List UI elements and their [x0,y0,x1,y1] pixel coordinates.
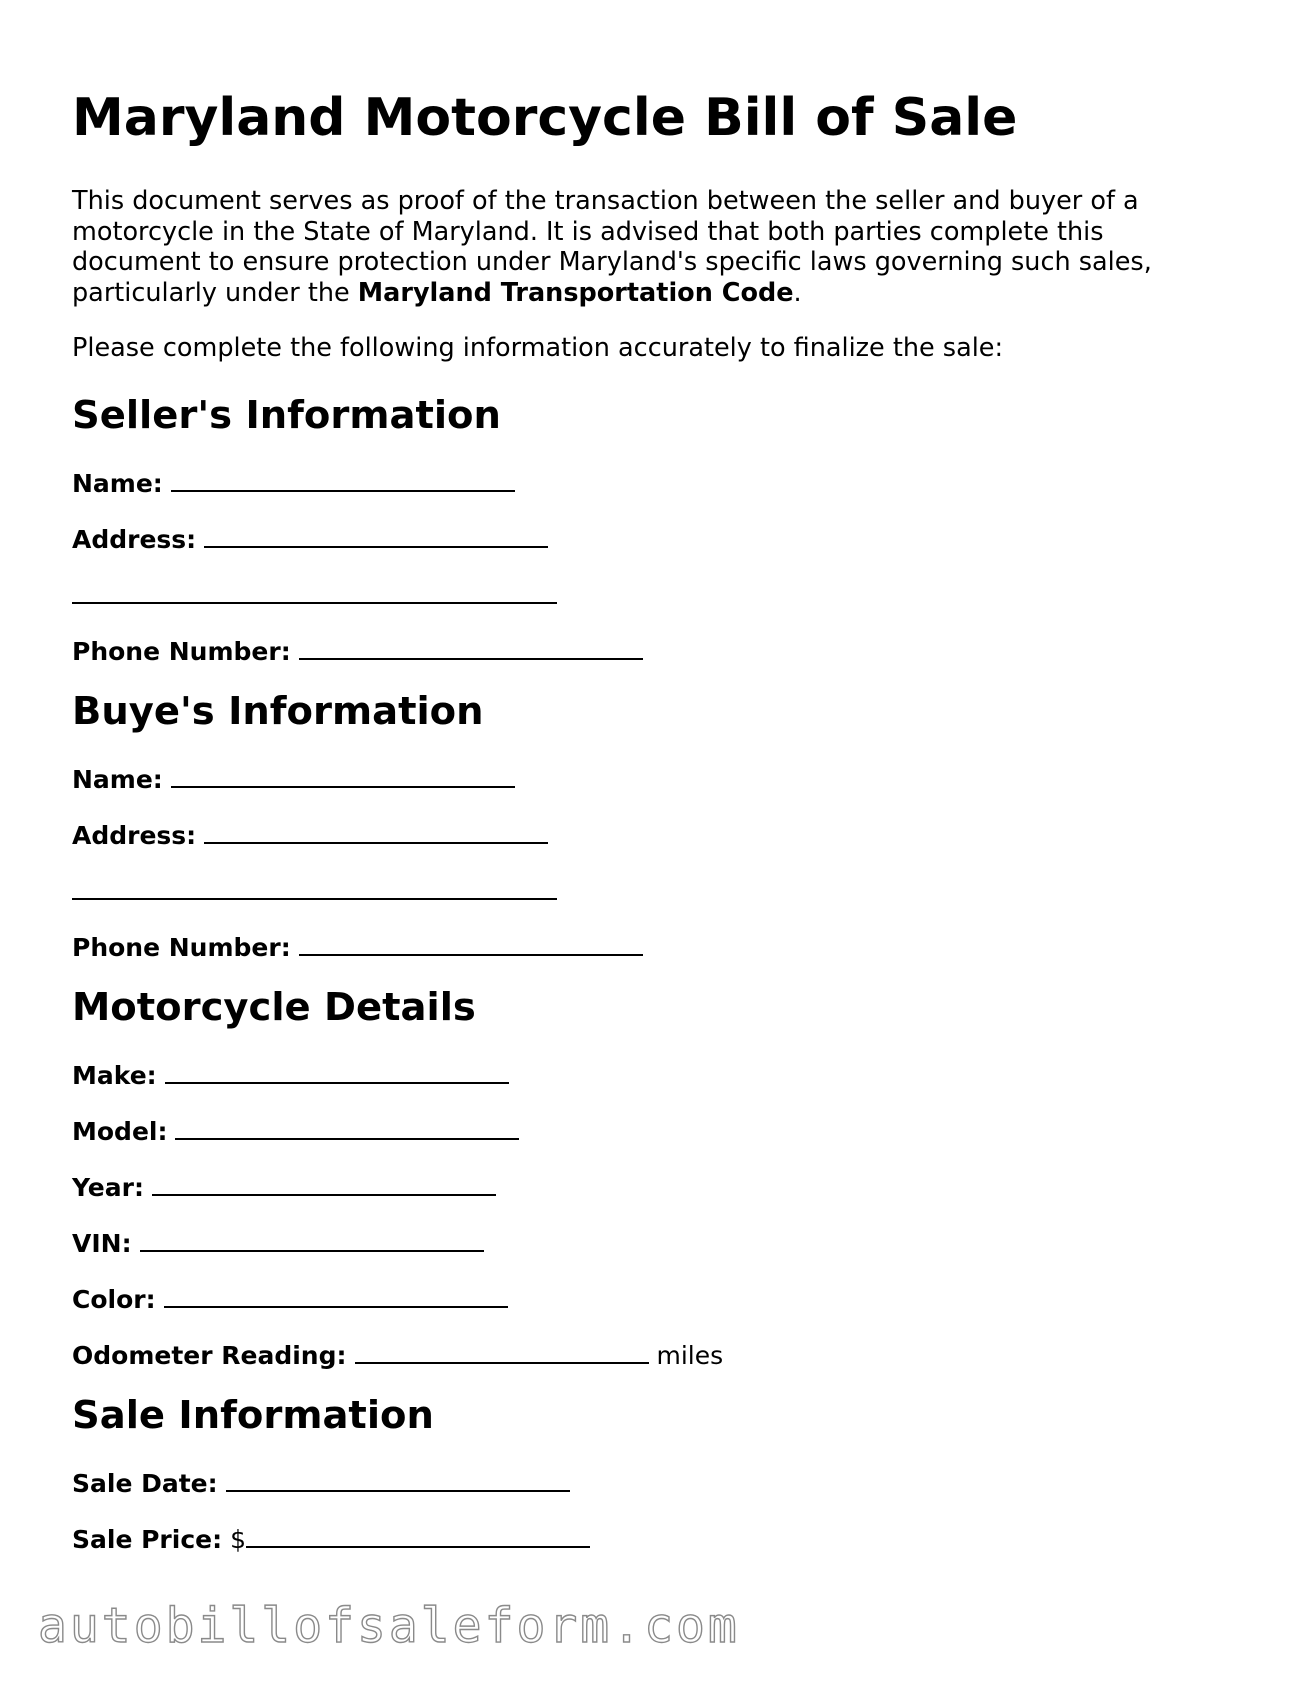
odometer-unit: miles [656,1340,724,1370]
buyer-name-label: Name: [72,764,163,794]
buyer-phone-label: Phone Number: [72,932,291,962]
page-title: Maryland Motorcycle Bill of Sale [72,88,1018,148]
vin-label: VIN: [72,1228,132,1258]
odometer-blank[interactable] [355,1338,649,1364]
document-page [72,88,1232,1578]
sale-price-currency: $ [230,1524,247,1554]
color-blank[interactable] [164,1282,508,1308]
seller-phone-label: Phone Number: [72,636,291,666]
seller-phone-blank[interactable] [299,634,643,660]
model-field [72,1114,1232,1144]
sale-price-field [72,1522,1232,1552]
seller-name-blank[interactable] [171,466,515,492]
seller-address-label: Address: [72,524,197,554]
year-blank[interactable] [152,1170,496,1196]
make-label: Make: [72,1060,157,1090]
buyer-phone-field [72,930,1232,960]
make-blank[interactable] [165,1058,509,1084]
color-field [72,1282,1232,1312]
intro-text: This document serves as proof of the transaction between the seller and buyer of a motorcycle in the State of Maryland. It is advised that both parties complete this document to ensure protection under Maryland's specific laws governing such sales, particularly under the [72,186,1152,308]
model-blank[interactable] [175,1114,519,1140]
seller-address-field [72,522,1232,552]
sale-date-blank[interactable] [226,1466,570,1492]
sale-price-label: Sale Price: [72,1524,223,1554]
vin-blank[interactable] [140,1226,484,1252]
seller-address-blank[interactable] [204,522,548,548]
model-label: Model: [72,1116,168,1146]
color-label: Color: [72,1284,156,1314]
sale-section-heading: Sale Information [72,1392,434,1438]
buyer-phone-blank[interactable] [299,930,643,956]
buyer-address-field [72,818,1232,848]
buyer-name-blank[interactable] [171,762,515,788]
sale-date-label: Sale Date: [72,1468,218,1498]
buyer-address-label: Address: [72,820,197,850]
buyer-section-heading: Buye's Information [72,688,484,734]
intro-bold-text: Maryland Transportation Code [357,277,794,308]
buyer-address-line2-blank[interactable] [72,874,557,900]
year-label: Year: [72,1172,144,1202]
vin-field [72,1226,1232,1256]
seller-address-line2-field [72,578,1232,608]
intro-paragraph [72,186,1232,308]
buyer-address-blank[interactable] [204,818,548,844]
seller-name-field [72,466,1232,496]
seller-section-heading: Seller's Information [72,392,501,438]
sale-price-blank[interactable] [246,1522,590,1548]
buyer-name-field [72,762,1232,792]
instructions-paragraph: Please complete the following information accurately to finalize the sale: [72,333,1004,363]
year-field [72,1170,1232,1200]
odometer-field [72,1338,1232,1368]
make-field [72,1058,1232,1088]
sale-date-field [72,1466,1232,1496]
buyer-address-line2-field [72,874,1232,904]
seller-address-line2-blank[interactable] [72,578,557,604]
odometer-label: Odometer Reading: [72,1340,347,1370]
seller-phone-field [72,634,1232,664]
seller-name-label: Name: [72,468,163,498]
intro-end: . [793,277,802,308]
motorcycle-section-heading: Motorcycle Details [72,984,476,1030]
watermark-text: autobillofsaleform.com [38,1598,740,1654]
